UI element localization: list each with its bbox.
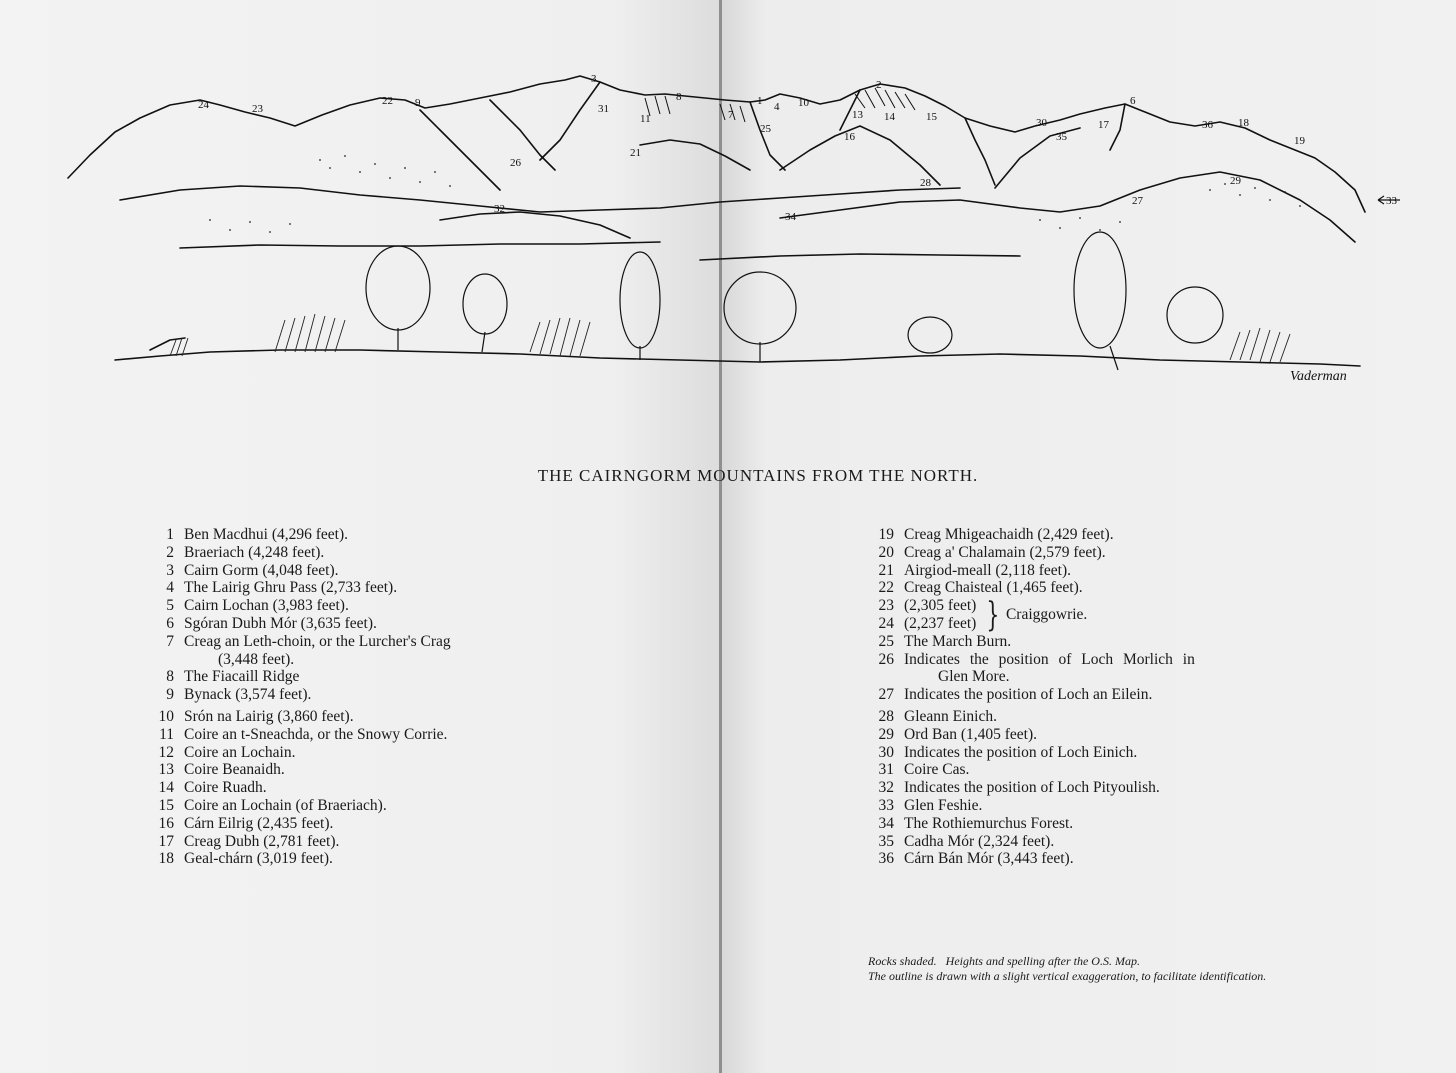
legend-item: 9 Bynack (3,574 feet). (166, 686, 312, 704)
footnote-line-1: Rocks shaded. Heights and spelling after the O.S. Map. (868, 954, 1140, 968)
drawing-label-14: 14 (884, 111, 895, 123)
legend-item: 4 The Lairig Ghru Pass (2,733 feet). (166, 579, 398, 597)
legend-item: 36 Cárn Bán Mór (3,443 feet). (878, 850, 1074, 868)
drawing-label-22: 22 (382, 95, 393, 107)
drawing-label-25: 25 (760, 123, 771, 135)
drawing-label-13: 13 (852, 109, 863, 121)
legend-item: 19 Creag Mhigeachaidh (2,429 feet). (878, 526, 1114, 543)
legend-item: 30 Indicates the position of Loch Einich. (878, 743, 1138, 761)
legend-item: 34 The Rothiemurchus Forest. (878, 814, 1074, 832)
drawing-label-27: 27 (1132, 195, 1143, 207)
legend-item: 3 Cairn Gorm (4,048 feet). (166, 561, 339, 579)
legend-item: 35 Cadha Mór (2,324 feet). (878, 832, 1055, 850)
drawing-label-3: 3 (591, 73, 597, 85)
drawing-label-9: 9 (415, 97, 421, 109)
crag-hatching (645, 88, 915, 122)
legend-item: 20 Creag a' Chalamain (2,579 feet). (878, 543, 1106, 561)
drawing-label-28: 28 (920, 177, 931, 189)
legend-item: 12 Coire an Lochain. (158, 743, 296, 761)
drawing-label-8: 8 (676, 91, 682, 103)
drawing-label-32: 32 (494, 203, 505, 215)
legend-item: 29 Ord Ban (1,405 feet). (878, 725, 1037, 743)
drawing-label-33: 33 (1386, 195, 1397, 207)
drawing-label-35: 35 (1056, 131, 1067, 143)
craiggowrie-group (860, 594, 1195, 635)
drawing-label-18: 18 (1238, 117, 1249, 129)
legend-item-continuation: Glen More. (938, 668, 1010, 686)
legend-item: 15 Coire an Lochain (of Braeriach). (158, 796, 387, 814)
drawing-label-16: 16 (844, 131, 855, 143)
drawing-label-21: 21 (630, 147, 641, 159)
legend-item: 10 Srón na Lairig (3,860 feet). (158, 707, 354, 725)
legend-item: 27 Indicates the position of Loch an Eilein. (878, 686, 1153, 704)
legend-item: 14 Coire Ruadh. (158, 779, 267, 797)
legend-item: 6 Sgóran Dubh Mór (3,635 feet). (166, 614, 377, 632)
drawing-label-29: 29 (1230, 175, 1241, 187)
drawing-label-15: 15 (926, 111, 937, 123)
drawing-label-10: 10 (798, 97, 809, 109)
drawing-label-23: 23 (252, 103, 263, 115)
brace-icon: } (986, 594, 1000, 635)
legend-item: 11 Coire an t-Sneachda, or the Snowy Corrie. (159, 725, 448, 743)
drawing-label-19: 19 (1294, 135, 1305, 147)
artist-signature: Vaderman (1290, 369, 1347, 384)
legend-right-column (860, 526, 1195, 868)
legend-item: 24 (2,237 feet) (878, 614, 977, 632)
legend-item: 22 Creag Chaisteal (1,465 feet). (878, 579, 1083, 597)
drawing-label-26: 26 (510, 157, 521, 169)
legend-item: 1 Ben Macdhui (4,296 feet). (166, 526, 348, 543)
legend-item: 33 Glen Feshie. (878, 796, 983, 814)
legend-item-continuation: (3,448 feet). (218, 650, 295, 668)
legend-item: 5 Cairn Lochan (3,983 feet). (166, 597, 349, 615)
legend-item: 21 Airgiod-meall (2,118 feet). (878, 561, 1072, 579)
drawing-label-7: 7 (728, 109, 734, 121)
mountain-panorama-drawing (60, 60, 1410, 400)
drawing-label-36: 36 (1202, 119, 1213, 131)
legend-item: 8 The Fiacaill Ridge (166, 668, 300, 686)
legend-item: 31 Coire Cas. (878, 761, 970, 779)
legend-item: 32 Indicates the position of Loch Pityoulish. (878, 779, 1160, 797)
skyline-ridge (68, 76, 1365, 212)
legend-left-column (140, 526, 451, 868)
legend-item: 7 Creag an Leth-choin, or the Lurcher's Crag (166, 632, 451, 650)
drawing-label-31: 31 (598, 103, 609, 115)
drawing-label-4: 4 (774, 101, 780, 113)
drawing-label-1: 1 (757, 95, 763, 107)
legend-item: 25 The March Burn. (878, 632, 1012, 650)
legend-item: 23 (2,305 feet) (878, 597, 977, 615)
drawing-label-24: 24 (198, 99, 209, 111)
footnote-line-2: The outline is drawn with a slight vertical exaggeration, to facilitate identification. (868, 969, 1267, 983)
legend-item: 17 Creag Dubh (2,781 feet). (158, 832, 340, 850)
group-label: Craiggowrie. (1005, 606, 1088, 624)
legend-item: 13 Coire Beanaidh. (158, 761, 285, 779)
legend-item: 26 Indicates the position of Loch Morlich in (878, 650, 1195, 668)
hill-stippling (209, 155, 1301, 233)
legend-item: 18 Geal-chárn (3,019 feet). (158, 850, 333, 868)
drawing-label-11: 11 (640, 113, 651, 125)
footnote (868, 954, 1428, 984)
drawing-label-6: 6 (1130, 95, 1136, 107)
drawing-label-30: 30 (1036, 117, 1047, 129)
drawing-label-34: 34 (785, 211, 796, 223)
drawing-label-2: 2 (876, 79, 882, 91)
plate-title: THE CAIRNGORM MOUNTAINS FROM THE NORTH. (537, 466, 979, 485)
legend-item: 2 Braeriach (4,248 feet). (166, 543, 325, 561)
tree-clumps (366, 232, 1223, 370)
drawing-label-17: 17 (1098, 119, 1109, 131)
legend-item: 16 Cárn Eilrig (2,435 feet). (158, 814, 334, 832)
legend-item: 28 Gleann Einich. (878, 707, 997, 725)
